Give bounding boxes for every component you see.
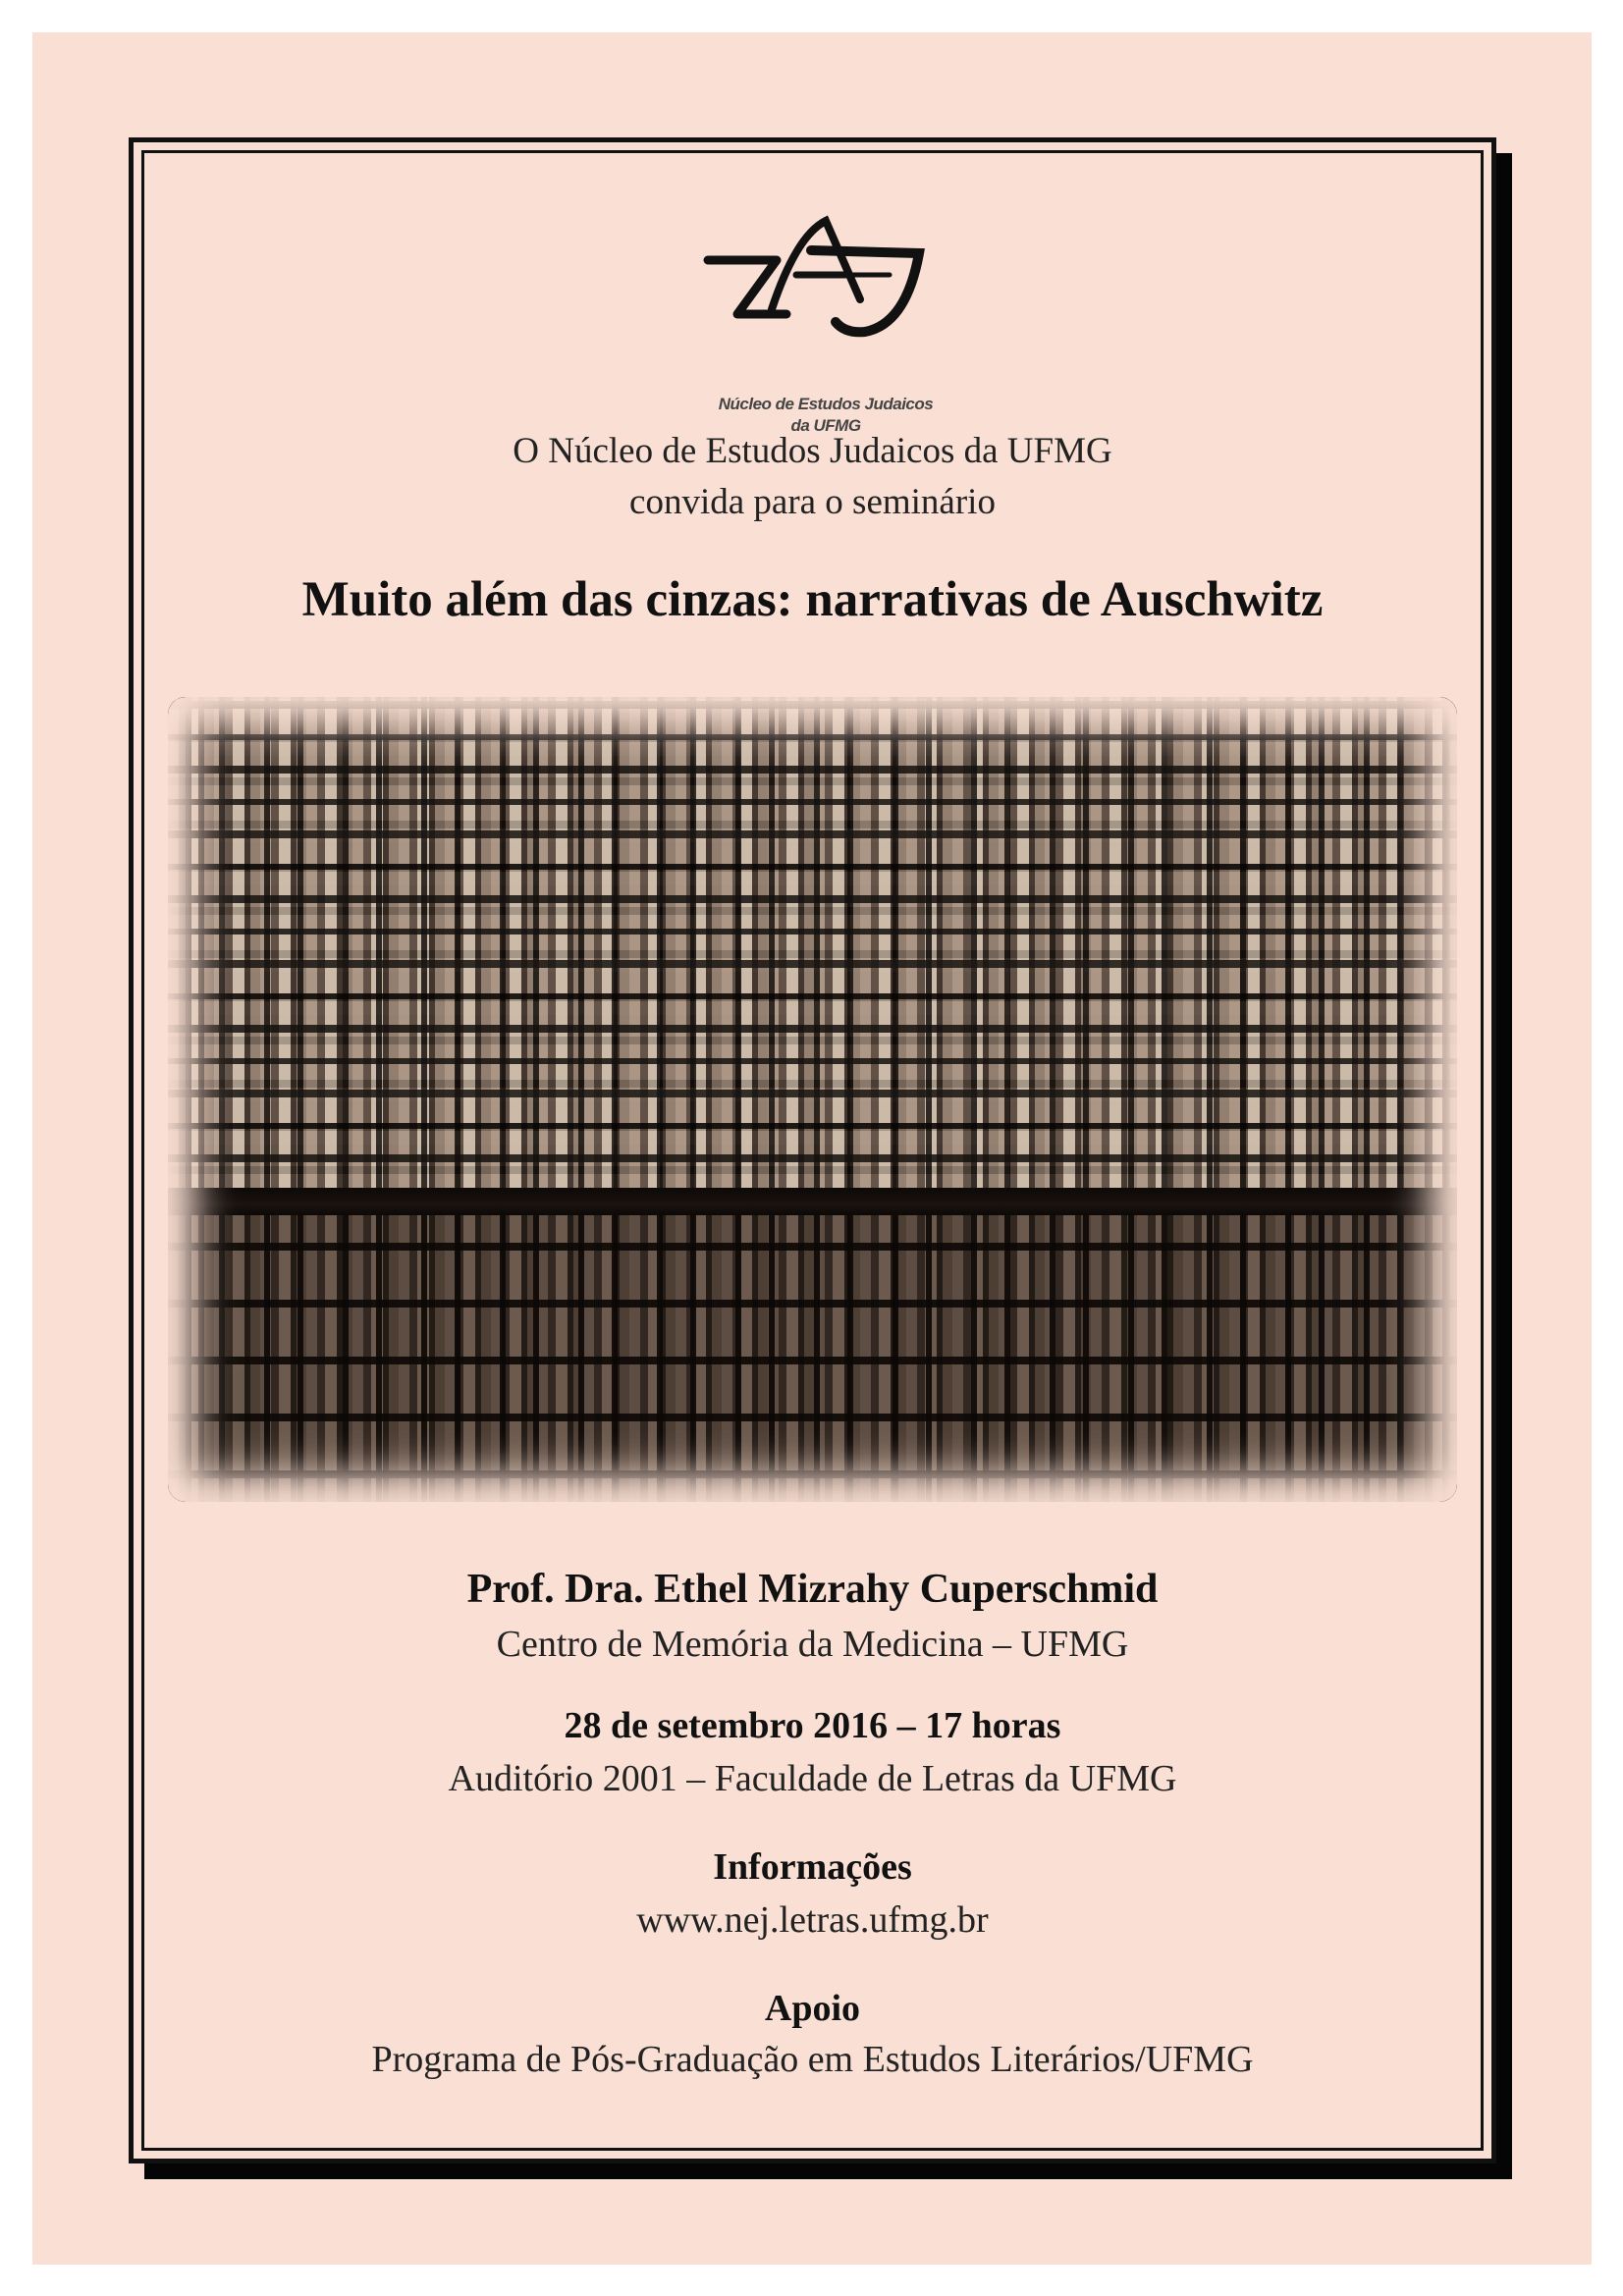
support-heading: Apoio xyxy=(764,1988,861,2029)
event-datetime: 28 de setembro 2016 – 17 horas xyxy=(564,1705,1061,1746)
poster-content xyxy=(129,137,1496,2163)
intro-line-2: convida para o seminário xyxy=(629,482,996,522)
nej-logo-mark xyxy=(678,177,973,383)
intro-line-1: O Núcleo de Estudos Judaicos da UFMG xyxy=(513,431,1112,471)
seminar-title: Muito além das cinzas: narrativas de Auschwitz xyxy=(301,572,1324,627)
info-url: www.nej.letras.ufmg.br xyxy=(636,1899,989,1941)
photo-wall-vignette xyxy=(168,697,1457,1502)
photo-wall-image xyxy=(168,697,1457,1502)
speaker-affiliation: Centro de Memória da Medicina – UFMG xyxy=(496,1624,1129,1665)
info-heading: Informações xyxy=(713,1846,912,1888)
nej-logo xyxy=(678,177,973,452)
event-venue: Auditório 2001 – Faculdade de Letras da UFMG xyxy=(448,1758,1177,1799)
support-text: Programa de Pós-Graduação em Estudos Literários/UFMG xyxy=(371,2039,1254,2080)
logo-caption-line1: Núcleo de Estudos Judaicos xyxy=(718,395,934,413)
speaker-name: Prof. Dra. Ethel Mizrahy Cuperschmid xyxy=(466,1567,1159,1612)
logo-caption-line2: da UFMG xyxy=(790,416,861,435)
